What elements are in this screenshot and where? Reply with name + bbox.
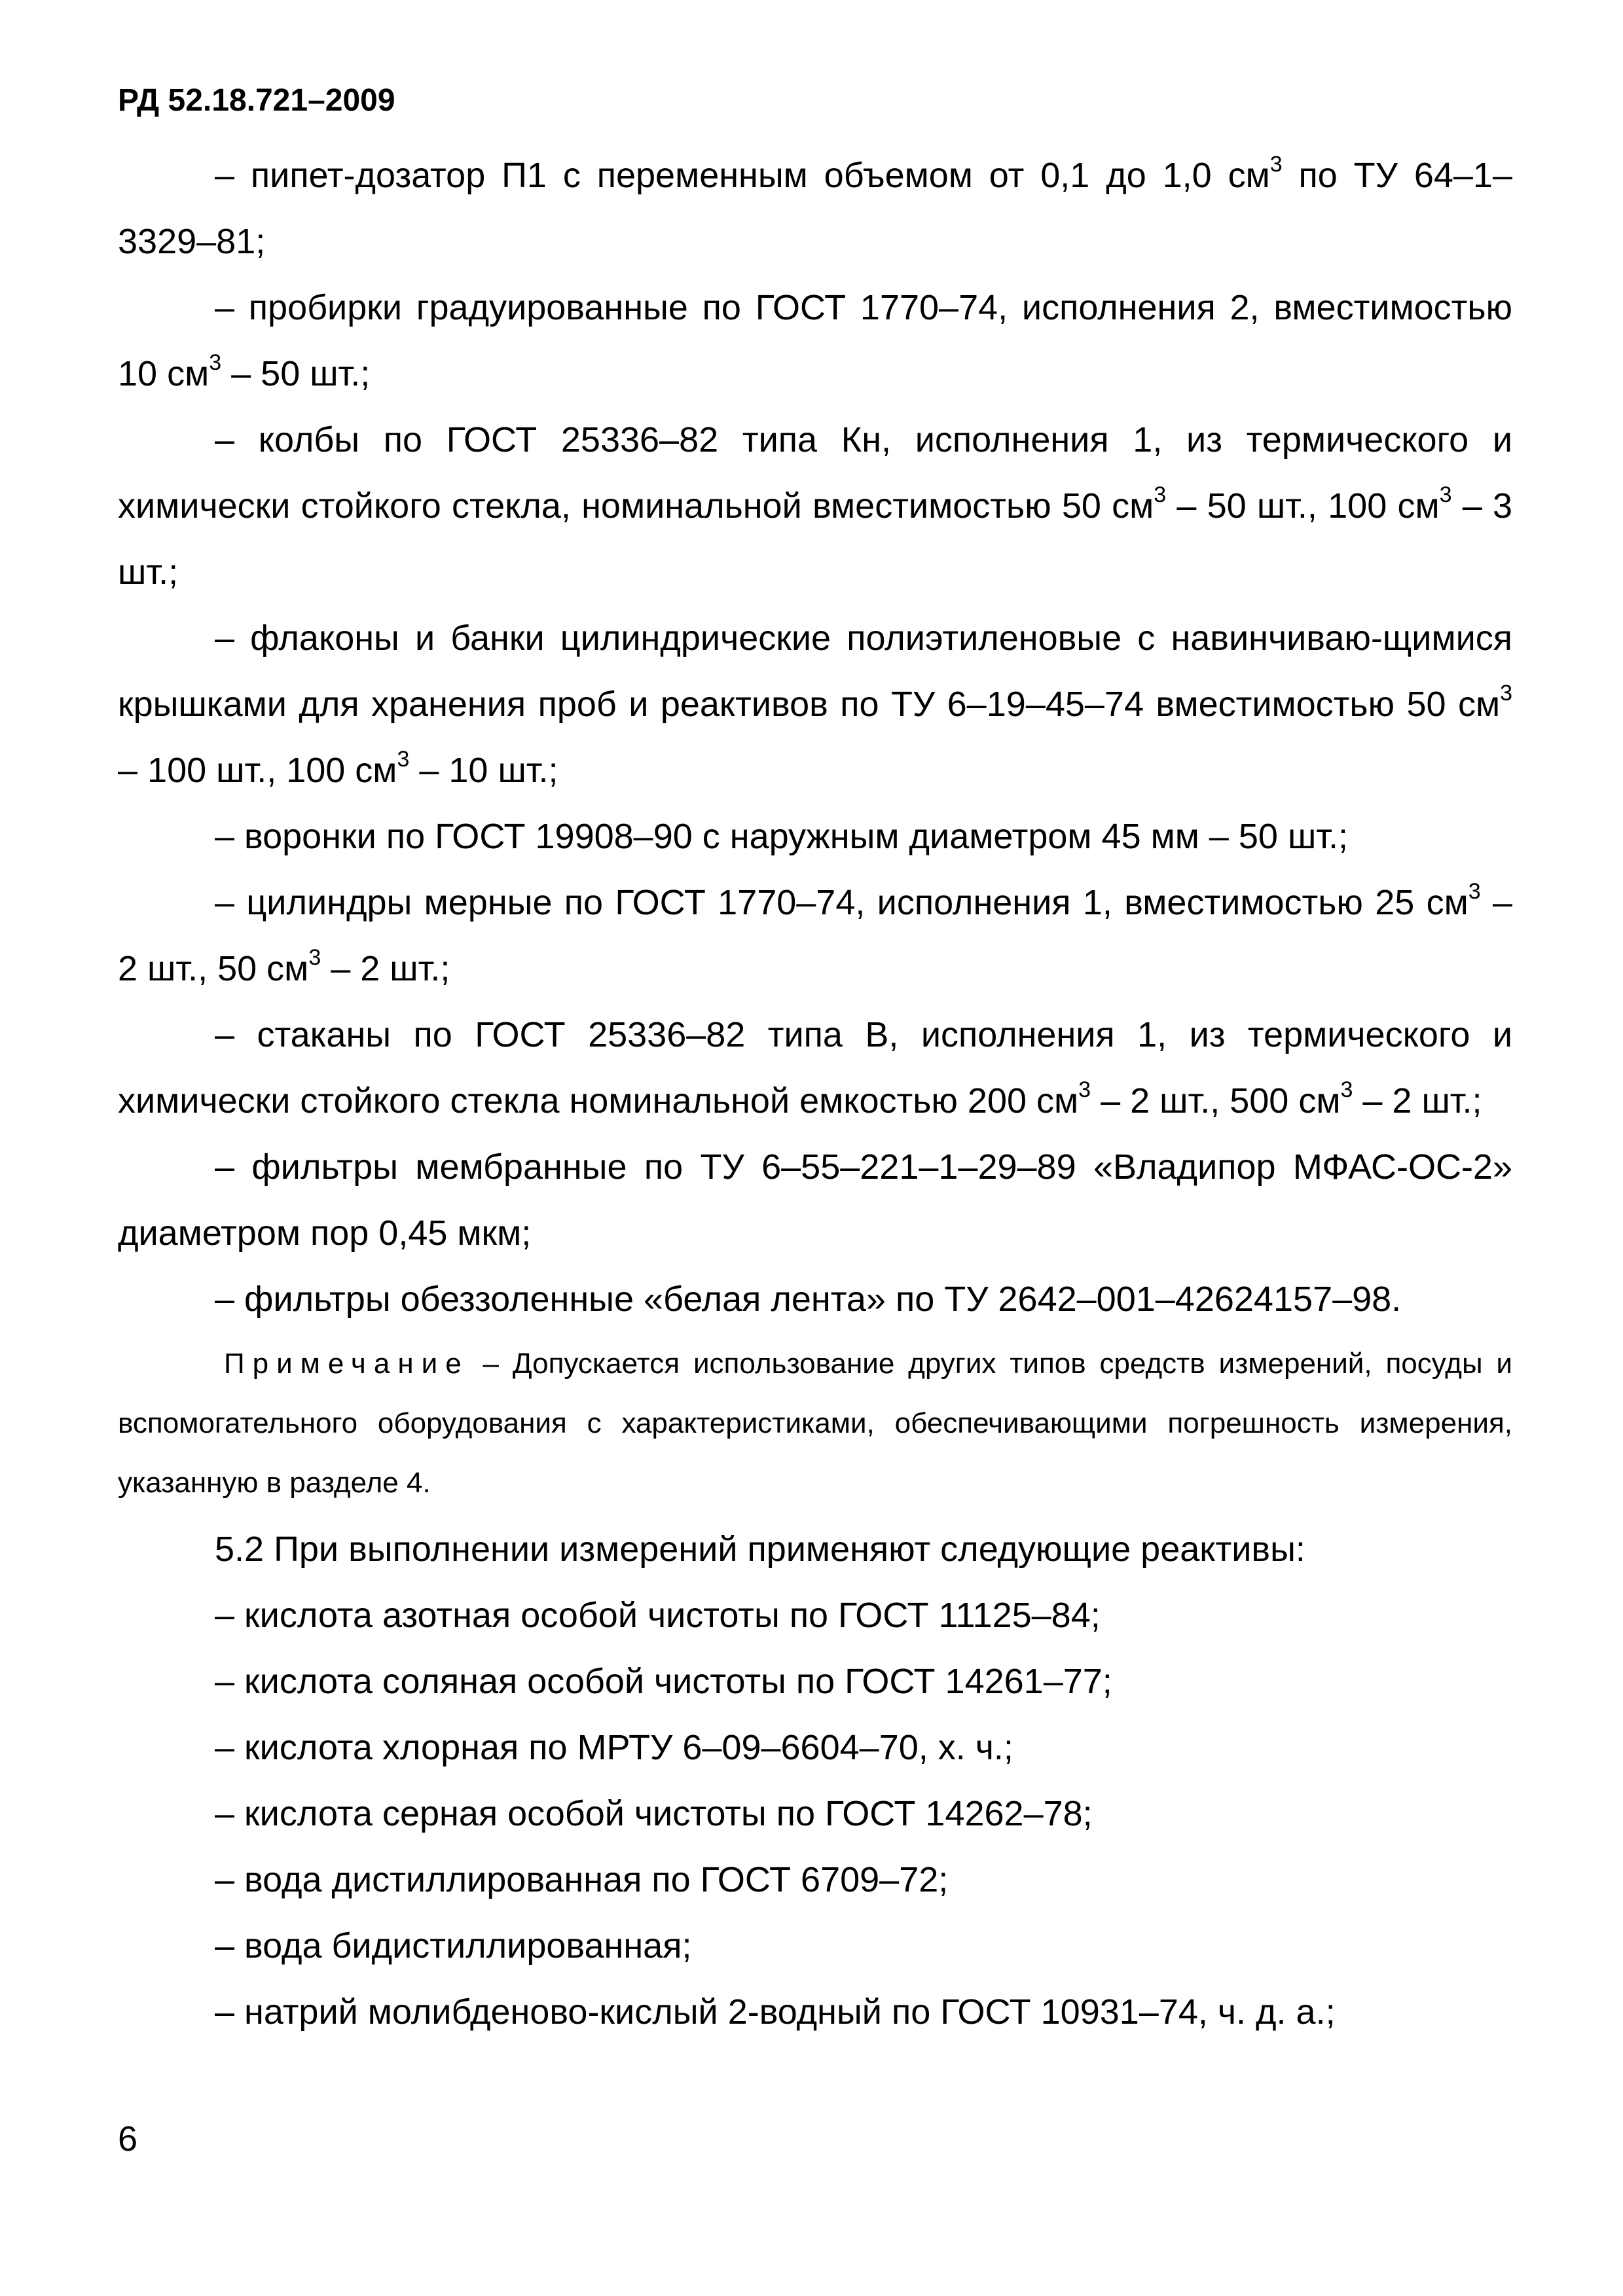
note-text: – Допускается использование других типов средств измерений, посуды и вспомогательного оборудования с характеристиками, обеспечивающими погрешность измерения, указанную в разделе 4. xyxy=(118,1348,1512,1499)
equipment-item: – колбы по ГОСТ 25336–82 типа Кн, исполнения 1, из термического и химически стойкого стекла, номинальной вместимостью 50 $см^3 - 50$ шт., 100 $см^3 - 3$ шт.; xyxy=(118,420,1512,592)
equipment-item: – флаконы и банки цилиндрические полиэтиленовые с навинчиваю-щимися крышками для хранения проб и реактивов по ТУ 6–19–45–74 вместимостью 50 $см^3 - 100$ шт., 100 $см^3 - 10$ шт.; xyxy=(118,619,1512,790)
reagent-item: – натрий молибденово-кислый 2-водный по ГОСТ 10931–74, ч. д. а.; xyxy=(215,1992,1336,2032)
equipment-item: – фильтры обеззоленные «белая лента» по ТУ 2642–001–42624157–98. xyxy=(215,1280,1402,1319)
page-content xyxy=(118,143,1512,2045)
document-header: РД 52.18.721–2009 xyxy=(118,83,395,118)
equipment-item: – стаканы по ГОСТ 25336–82 типа В, исполнения 1, из термического и химически стойкого стекла номинальной емкостью 200 $см^3 - 2$ шт., 500 $см^3 - 2$ шт.; xyxy=(118,1015,1512,1121)
equipment-item: – пипет-дозатор П1 с переменным объемом от 0,1 до 1,0 $см^3$ по ТУ 64–1–3329–81; xyxy=(118,152,1512,261)
equipment-item: – фильтры мембранные по ТУ 6–55–221–1–29–89 «Владипор МФАС-ОС-2» диаметром пор 0,45 мкм; xyxy=(118,1147,1512,1253)
section-intro: 5.2 При выполнении измерений применяют следующие реактивы: xyxy=(215,1530,1305,1569)
reagent-item: – вода бидистиллированная; xyxy=(215,1926,692,1965)
reagent-item: – кислота соляная особой чистоты по ГОСТ 14261–77; xyxy=(215,1662,1112,1701)
note xyxy=(118,1333,1512,1516)
page-number: 6 xyxy=(118,2119,138,2159)
note-label: Примечание xyxy=(224,1348,469,1380)
equipment-item: – воронки по ГОСТ 19908–90 с наружным диаметром 45 мм – 50 шт.; xyxy=(215,817,1349,856)
reagent-item: – кислота хлорная по МРТУ 6–09–6604–70, х. ч.; xyxy=(215,1728,1013,1767)
equipment-item: – цилиндры мерные по ГОСТ 1770–74, исполнения 1, вместимостью 25 $см^3 - 2$ шт., 50 $см^3 - 2$ шт.; xyxy=(118,879,1512,988)
reagent-item: – кислота серная особой чистоты по ГОСТ 14262–78; xyxy=(215,1794,1093,1833)
equipment-item: – пробирки градуированные по ГОСТ 1770–74, исполнения 2, вместимостью 10 $см^3 - 50$ шт.; xyxy=(118,288,1512,393)
reagent-item: – кислота азотная особой чистоты по ГОСТ 11125–84; xyxy=(215,1596,1101,1635)
reagent-item: – вода дистиллированная по ГОСТ 6709–72; xyxy=(215,1860,949,1899)
